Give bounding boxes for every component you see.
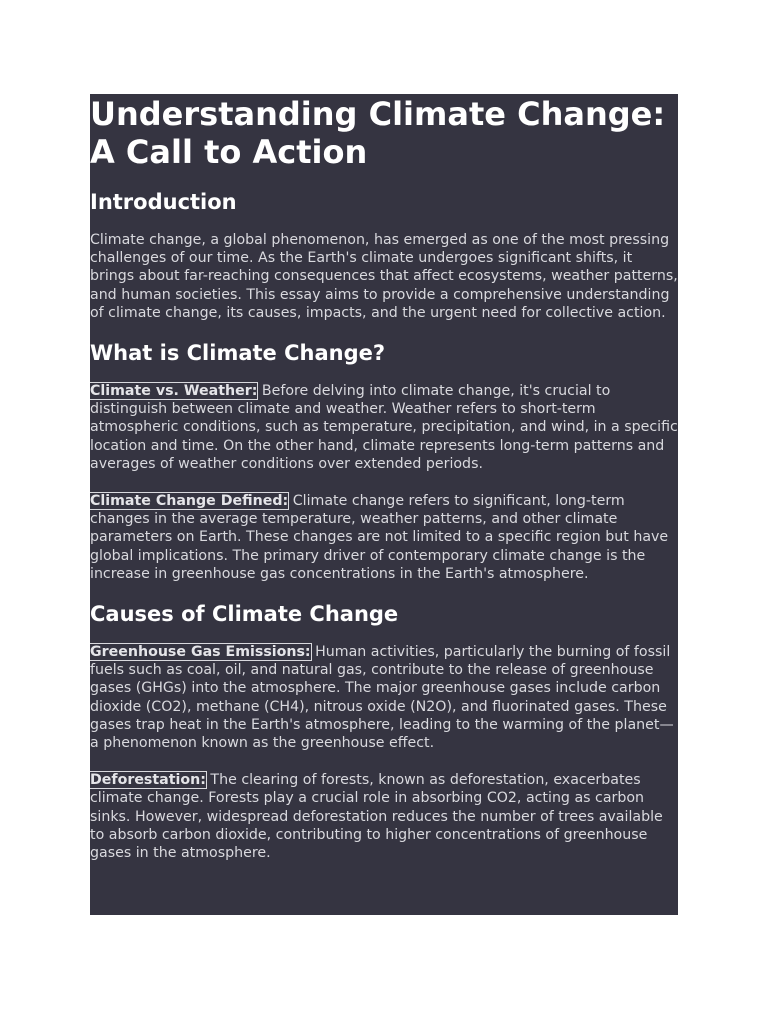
term-deforestation: Deforestation: [90,772,206,789]
paragraph-deforestation [90,771,678,862]
document-page [90,94,678,915]
document-title: Understanding Climate Change: A Call to Action [90,95,666,171]
heading-introduction: Introduction [90,190,237,214]
paragraph-climate-vs-weather [90,382,678,473]
paragraph-introduction: Climate change, a global phenomenon, has emerged as one of the most pressing challenges of our time. As the Earth's climate undergoes significant shifts, it brings about far-reaching consequences that affect ecosystems, weather patterns, and human societies. This essay aims to provide a comprehensive understanding of climate change, its causes, impacts, and the urgent need for collective action. [90,232,678,321]
term-greenhouse-gas-emissions: Greenhouse Gas Emissions: [90,644,311,661]
text-climate-change-defined: Climate change refers to significant, long-term changes in the average temperature, weather patterns, and other climate parameters on Earth. These changes are not limited to a specific region but have global implications. The primary driver of contemporary climate change is the increase in greenhouse gas concentrations in the Earth's atmosphere. [90,493,669,582]
term-climate-vs-weather: Climate vs. Weather: [90,383,258,400]
paragraph-climate-change-defined [90,492,678,583]
text-greenhouse-gas-emissions: Human activities, particularly the burning of fossil fuels such as coal, oil, and natural gas, contribute to the release of greenhouse gases (GHGs) into the atmosphere. The major greenhouse gases include carbon dioxide (CO2), methane (CH4), nitrous oxide (N2O), and fluorinated gases. These gases trap heat in the Earth's atmosphere, leading to the warming of the planet—a phenomenon known as the greenhouse effect. [90,644,674,752]
heading-causes-of-climate-change: Causes of Climate Change [90,602,399,627]
text-climate-vs-weather: Before delving into climate change, it's crucial to distinguish between climate and weather. Weather refers to short-term atmospheric conditions, such as temperature, precipitation, and wind, in a specific location and time. On the other hand, climate represents long-term patterns and averages of weather conditions over extended periods. [90,383,678,472]
text-deforestation: The clearing of forests, known as deforestation, exacerbates climate change. Forests play a crucial role in absorbing CO2, acting as carbon sinks. However, widespread deforestation reduces the number of trees available to absorb carbon dioxide, contributing to higher concentrations of greenhouse gases in the atmosphere. [90,772,663,862]
heading-what-is-climate-change: What is Climate Change? [90,341,386,366]
term-climate-change-defined: Climate Change Defined: [90,493,289,510]
paragraph-greenhouse-gas-emissions [90,643,678,752]
